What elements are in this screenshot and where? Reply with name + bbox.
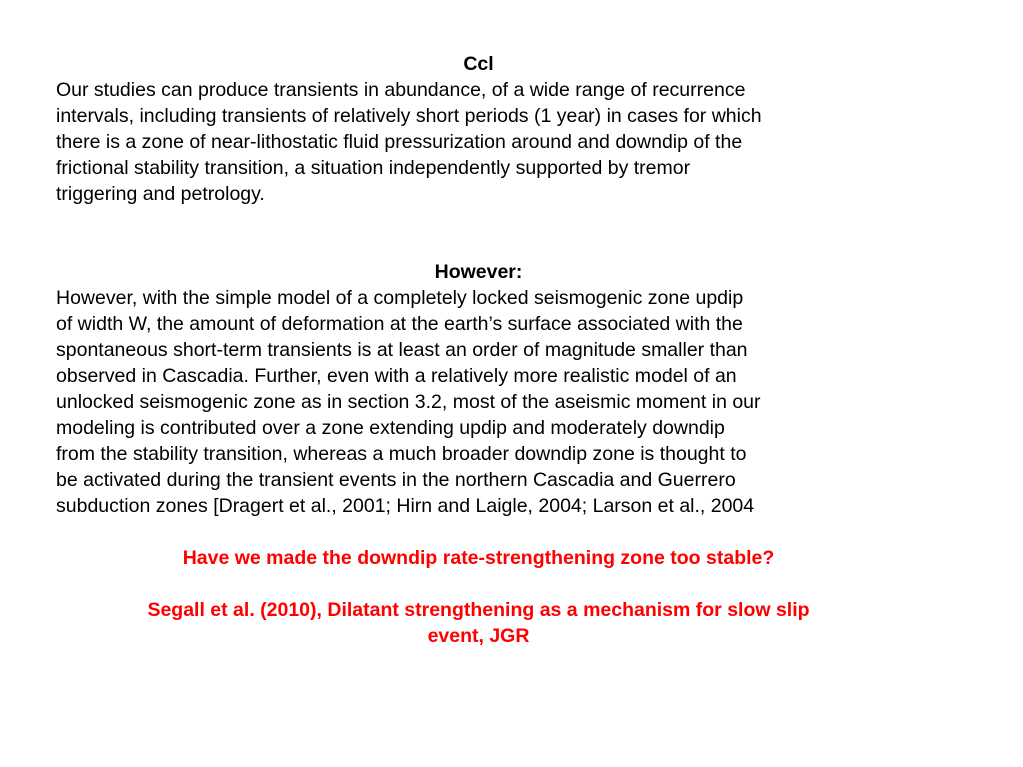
paragraph-line: be activated during the transient events in the northern Cascadia and Guerrero xyxy=(56,469,736,491)
paragraph-line: there is a zone of near-lithostatic fluid pressurization around and downdip of the xyxy=(56,131,743,153)
paragraph-line: frictional stability transition, a situation independently supported by tremor xyxy=(56,157,691,179)
paragraph-line: modeling is contributed over a zone extending updip and moderately downdip xyxy=(56,417,725,439)
spacer xyxy=(56,519,901,545)
spacer xyxy=(56,571,901,597)
paragraph-line: However, with the simple model of a completely locked seismogenic zone updip xyxy=(56,287,744,309)
paragraph-line: spontaneous short-term transients is at least an order of magnitude smaller than xyxy=(56,339,748,361)
citation-line: event, JGR xyxy=(427,625,530,647)
highlighted-question: Have we made the downdip rate-strengthening zone too stable? xyxy=(182,547,775,569)
paragraph-line: unlocked seismogenic zone as in section 3.2, most of the aseismic moment in our xyxy=(56,391,761,413)
reference-citation xyxy=(56,597,901,649)
paragraph-line: observed in Cascadia. Further, even with a relatively more realistic model of an xyxy=(56,365,737,387)
paragraph-line: from the stability transition, whereas a much broader downdip zone is thought to xyxy=(56,443,747,465)
citation-line: Segall et al. (2010), Dilatant strengthening as a mechanism for slow slip xyxy=(147,599,810,621)
section-heading-ccl: Ccl xyxy=(463,53,494,75)
paragraph-line: subduction zones [Dragert et al., 2001; Hirn and Laigle, 2004; Larson et al., 2004 xyxy=(56,495,755,517)
paragraph-line: of width W, the amount of deformation at the earth’s surface associated with the xyxy=(56,313,743,335)
slide-content xyxy=(56,51,901,649)
paragraph-line: Our studies can produce transients in abundance, of a wide range of recurrence xyxy=(56,79,746,101)
spacer xyxy=(56,207,901,259)
paragraph-line: intervals, including transients of relatively short periods (1 year) in cases for which xyxy=(56,105,762,127)
section-heading-however: However: xyxy=(434,261,523,283)
paragraph-line: triggering and petrology. xyxy=(56,183,265,205)
however-paragraph xyxy=(56,285,901,519)
conclusion-paragraph xyxy=(56,77,901,207)
